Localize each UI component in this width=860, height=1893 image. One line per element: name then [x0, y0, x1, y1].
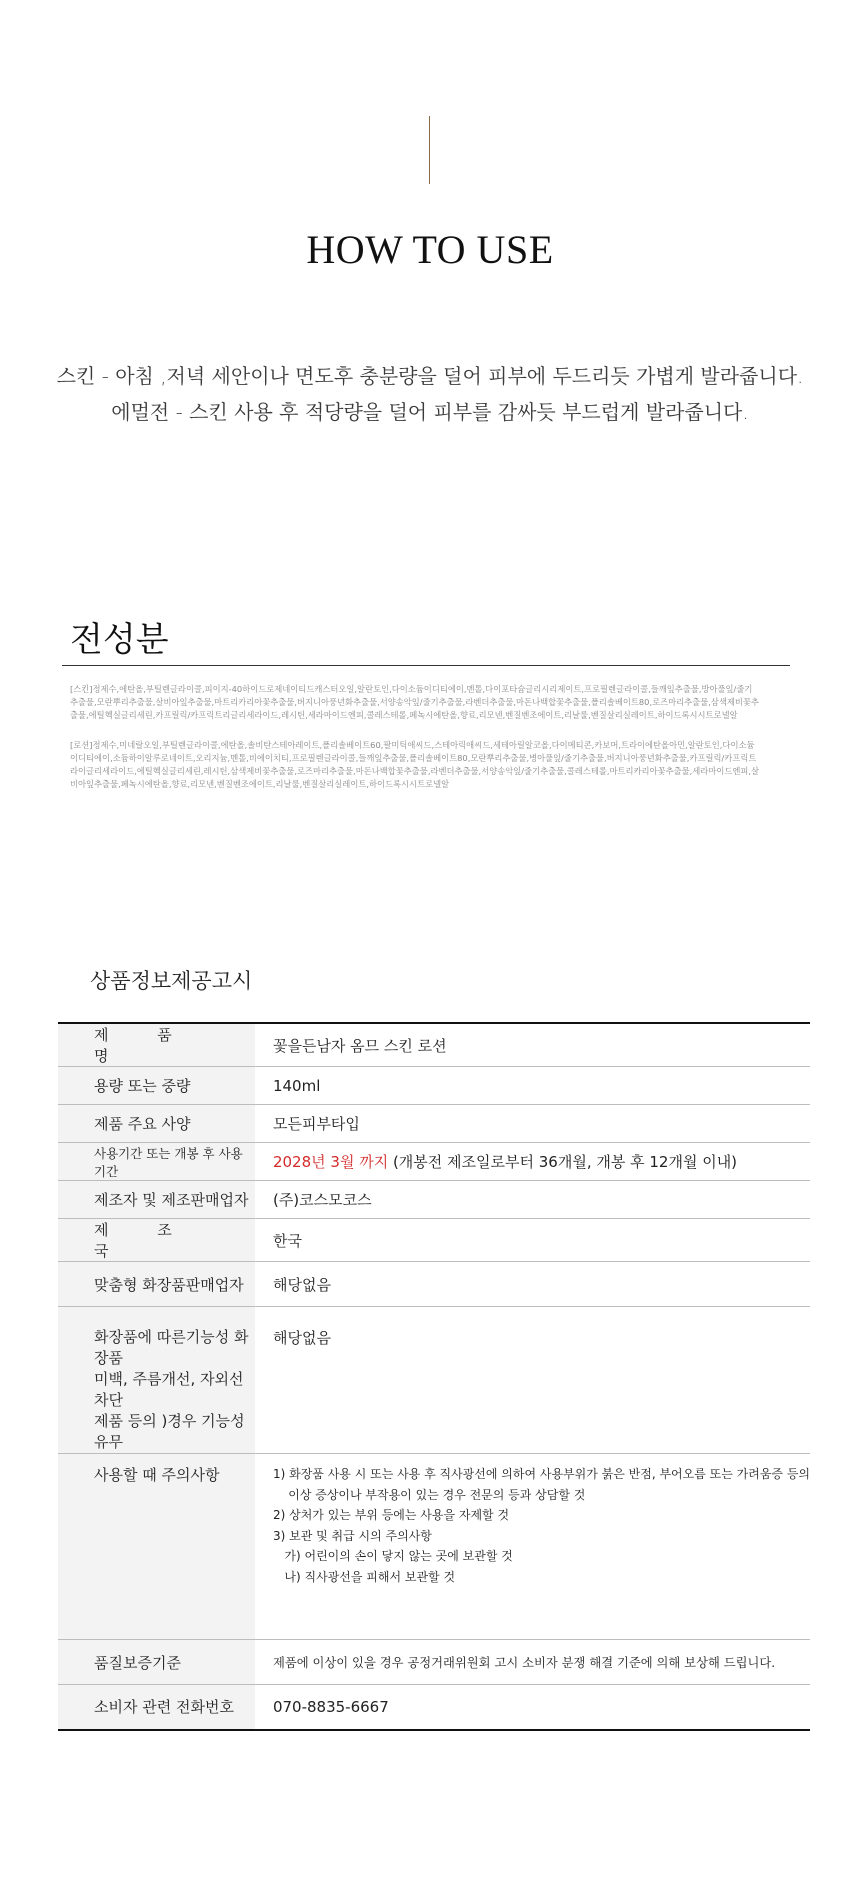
row-value: 해당없음 — [255, 1307, 810, 1454]
row-label — [58, 1307, 255, 1454]
table-row — [58, 1262, 810, 1307]
table-row — [58, 1181, 810, 1219]
table-row — [58, 1685, 810, 1730]
table-row — [58, 1219, 810, 1262]
expiry-note: (개봉전 제조일로부터 36개월, 개봉 후 12개월 이내) — [388, 1153, 738, 1171]
table-row — [58, 1454, 810, 1640]
caution-line: 1) 화장품 사용 시 또는 사용 후 직사광선에 의하여 사용부위가 붉은 반점, 부어오름 또는 가려움증 등의 — [272, 1467, 810, 1481]
row-value: 제품에 이상이 있을 경우 공정거래위원회 고시 소비자 분쟁 해결 기준에 의해 보상해 드립니다. — [255, 1640, 810, 1685]
row-label: 사용할 때 주의사항 — [58, 1454, 255, 1640]
row-value: (주)코스모코스 — [255, 1181, 810, 1219]
expiry-date: 2028년 3월 까지 — [272, 1153, 389, 1171]
table-row — [58, 1105, 810, 1143]
row-value: 한국 — [255, 1219, 810, 1262]
row-label: 제 조 국 — [58, 1219, 255, 1262]
notice-title: 상품정보제공고시 — [90, 969, 253, 993]
row-label: 맞춤형 화장품판매업자 — [58, 1262, 255, 1307]
caution-line: 3) 보관 및 취급 시의 주의사항 — [272, 1528, 432, 1543]
row-label: 사용기간 또는 개봉 후 사용 기간 — [58, 1143, 255, 1181]
row-value: 070-8835-6667 — [255, 1685, 810, 1730]
table-row — [58, 1067, 810, 1105]
row-label-line: 미백, 주름개선, 자외선 차단 — [94, 1370, 244, 1409]
ingredients-rule — [62, 665, 790, 666]
row-value: 꽃을든남자 옴므 스킨 로션 — [255, 1023, 810, 1067]
ingredients-title: 전성분 — [70, 620, 169, 660]
table-row — [58, 1023, 810, 1067]
table-row — [58, 1143, 810, 1181]
row-value — [255, 1454, 810, 1640]
row-label-line: 제품 등의 )경우 기능성 유무 — [94, 1412, 245, 1451]
row-label: 품질보증기준 — [58, 1640, 255, 1685]
table-row — [58, 1307, 810, 1454]
row-value: 해당없음 — [255, 1262, 810, 1307]
row-label: 용량 또는 중량 — [58, 1067, 255, 1105]
ingredients-emulsion: [로션]정제수,미네랄오일,부틸렌글라이콜,에탄올,솔비탄스테아레이트,폴리솔베이트60,팔미틱애씨드,스테아릭애씨드,세테아릴알코올,다이메티콘,카보머,트라이에탄올아민,알란토인,다이소듐이디티에이,소듐하이알루로네이트,오리지늄,멘톨,비에이치티,프로필렌글라이콜,들깨잎추출물,폴리솔베이트80,모란뿌리추출물,병아풀잎/줄기추출물,버지니아풍년화추출물,카프릴릭/카프릭트라이글리세라이드,에틸헥실글리세린,레시틴,삼색제비꽃추출물,로즈마리추출물,마돈나백합꽃추출물,라벤더추출물,서양송악잎/줄기추출물,콜레스테롤,마트리카리아꽃추출물,세라마이드엔피,살비아잎추출물,페녹시에탄올,향료,리모넨,벤질벤조에이트,리날룰,벤질살리실레이트,하이드록시시트로넬알 — [70, 740, 760, 789]
usage-instructions — [0, 358, 860, 430]
table-row — [58, 1640, 810, 1685]
row-label: 소비자 관련 전화번호 — [58, 1685, 255, 1730]
caution-line: 이상 증상이나 부작용이 있는 경우 전문의 등과 상담할 것 — [272, 1487, 586, 1502]
row-label: 제조자 및 제조판매업자 — [58, 1181, 255, 1219]
product-info-table — [58, 1022, 810, 1731]
caution-line: 가) 어린이의 손이 닿지 않는 곳에 보관할 것 — [272, 1549, 513, 1563]
ingredients-skin: [스킨]정제수,에탄올,부틸렌글라이콜,피이지-40하이드로제네이티드캐스터오일,알란토인,다이소듐이디티에이,멘톨,다이포타슘글리시리제이트,프로필렌글라이콜,들깨잎추출물,방아풀잎/줄기추출물,모란뿌리추출물,살비아잎추출물,마트리카리아꽃추출물,버지니아풍년화추출물,서양송악잎/줄기추출물,라벤더추출물,마돈나백합꽃추출물,폴리솔베이트80,로즈마리추출물,삼색제비꽃추출물,에틸헥실글리세린,카프릴릭/카프릭트리글리세라이드,레시틴,세라마이드엔피,콜레스테롤,페녹시에탄올,향료,리모넨,벤질벤조에이트,리날룰,벤질살리실레이트,하이드록시시트로넬알 — [70, 684, 759, 720]
row-value: 140ml — [255, 1067, 810, 1105]
caution-line: 2) 상처가 있는 부위 등에는 사용을 자제할 것 — [272, 1508, 510, 1522]
row-value — [255, 1143, 810, 1181]
row-label: 제 품 명 — [58, 1023, 255, 1067]
usage-line-skin: 스킨 - 아침 ,저녁 세안이나 면도후 충분량을 덜어 피부에 두드리듯 가볍게 발라줍니다. — [56, 364, 804, 388]
row-label: 제품 주요 사양 — [58, 1105, 255, 1143]
how-to-use-title: HOW TO USE — [306, 227, 554, 272]
row-value: 모든피부타입 — [255, 1105, 810, 1143]
caution-line: 나) 직사광선을 피해서 보관할 것 — [272, 1569, 456, 1584]
vertical-divider — [429, 116, 430, 184]
usage-line-emulsion: 에멀전 - 스킨 사용 후 적당량을 덜어 피부를 감싸듯 부드럽게 발라줍니다. — [111, 400, 749, 424]
row-label-line: 화장품에 따른기능성 화장품 — [94, 1328, 249, 1367]
